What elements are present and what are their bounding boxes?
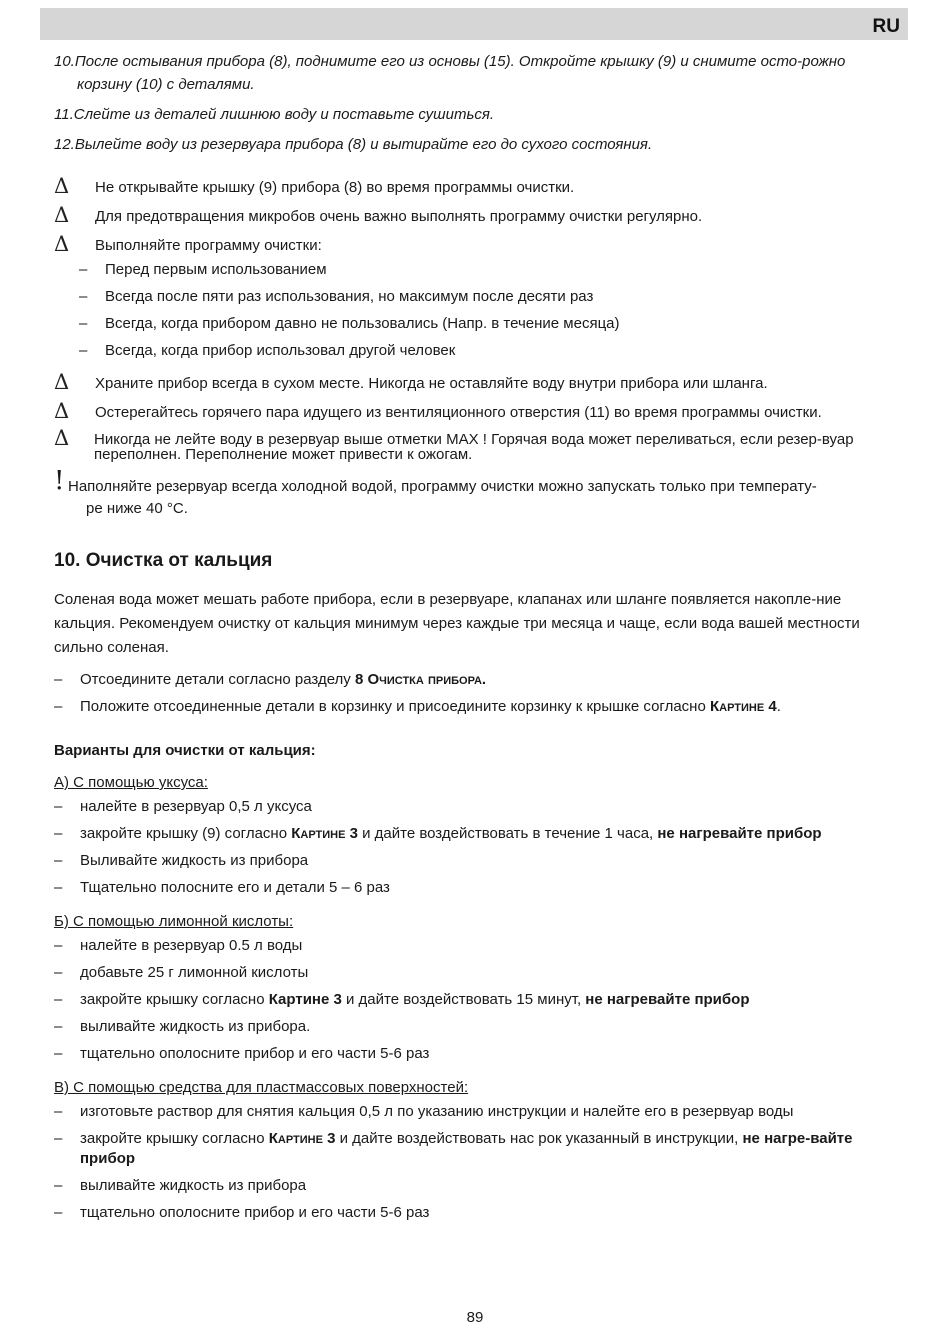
list-item: – тщательно ополосните прибор и его части 5-6 раз — [54, 1045, 430, 1062]
variants-heading: Варианты для очистки от кальция: — [54, 742, 316, 759]
list-item: – Всегда после пяти раз использования, но максимум после десяти раз — [79, 288, 594, 305]
warning-triangle-icon: Δ — [54, 426, 70, 450]
list-item: – налейте в резервуар 0,5 л уксуса — [54, 798, 312, 815]
section-title: 10. Очистка от кальция — [54, 550, 273, 571]
variant-c-title: В) С помощью средства для пластмассовых поверхностей: — [54, 1079, 469, 1096]
language-label: RU — [872, 16, 900, 37]
exclamation-icon: ! — [54, 466, 65, 496]
section-intro: Соленая вода может мешать работе прибора, если в резервуаре, клапанах или шланге появляется накопле-ние кальция. Рекомендуем очистку от кальция минимум через каждые три месяца и чаще, если вода вашей местности сильно соленая. — [54, 591, 860, 656]
warning-item: Δ Для предотвращения микробов очень важно выполнять программу очистки регулярно. — [54, 203, 703, 227]
list-item: – закройте крышку согласно Картине 3 и дайте воздействовать нас рок указанный в инструкции, не нагре-вайте прибор — [54, 1130, 853, 1167]
list-item: – Положите отсоединенные детали в корзинку и присоедините корзинку к крышке согласно Картине 4. — [54, 698, 781, 715]
list-item: – Перед первым использованием — [79, 261, 327, 278]
page-content — [54, 50, 904, 1230]
warning-triangle-icon: Δ — [54, 370, 70, 394]
variant-a-title: А) С помощью уксуса: — [54, 774, 208, 791]
warning-item: Δ Выполняйте программу очистки: — [54, 232, 322, 256]
warning-item: Δ Храните прибор всегда в сухом месте. Никогда не оставляйте воду внутри прибора или шланга. — [54, 370, 768, 394]
page-number: 89 — [466, 1309, 484, 1326]
warning-item: Δ Не открывайте крышку (9) прибора (8) во время программы очистки. — [54, 174, 575, 198]
warning-item: Δ Остерегайтесь горячего пара идущего из вентиляционного отверстия (11) во время программы очистки. — [54, 399, 822, 423]
list-item: – выливайте жидкость из прибора — [54, 1177, 307, 1194]
list-item: – закройте крышку (9) согласно Картине 3 и дайте воздействовать в течение 1 часа, не нагревайте прибор — [54, 825, 822, 842]
step-10: 10.После остывания прибора (8), поднимите его из основы (15). Откройте крышку (9) и снимите осто-рожно корзину (10) с деталями. — [54, 53, 846, 93]
step-11: 11.Слейте из деталей лишнюю воду и поставьте сушиться. — [54, 106, 495, 123]
list-item: – выливайте жидкость из прибора. — [54, 1018, 311, 1035]
warning-triangle-icon: Δ — [54, 399, 70, 423]
list-item: – добавьте 25 г лимонной кислоты — [54, 964, 309, 981]
step-12: 12.Вылейте воду из резервуара прибора (8) и вытирайте его до сухого состояния. — [54, 136, 653, 153]
list-item: – Выливайте жидкость из прибора — [54, 852, 309, 869]
cleaning-program-list — [79, 260, 904, 360]
list-item: – налейте в резервуар 0.5 л воды — [54, 937, 303, 954]
warning-triangle-icon: Δ — [54, 232, 70, 256]
list-item: – тщательно ополосните прибор и его части 5-6 раз — [54, 1204, 430, 1221]
cleaning-steps — [54, 50, 904, 156]
warning-triangle-icon: Δ — [54, 174, 70, 198]
variant-c-list — [54, 1102, 904, 1223]
list-item: – Отсоедините детали согласно разделу 8 Очистка прибора. — [54, 671, 487, 688]
warning-triangle-icon: Δ — [54, 203, 70, 227]
variant-b-title: Б) С помощью лимонной кислоты: — [54, 913, 294, 930]
warning-item: Δ Никогда не лейте воду в резервуар выше отметки MAX ! Горячая вода может переливаться, если резер-вуар переполнен. Переполнение может привести к ожогам. — [54, 426, 854, 463]
list-item: – Всегда, когда прибор использовал другой человек — [79, 342, 456, 359]
notice-item: ! Наполняйте резервуар всегда холодной водой, программу очистки можно запускать только при температу- ре ниже 40 °C. — [54, 466, 817, 517]
list-item: – изготовьте раствор для снятия кальция 0,5 л по указанию инструкции и налейте его в резервуар воды — [54, 1103, 794, 1120]
list-item: – Тщательно полосните его и детали 5 – 6 раз — [54, 879, 390, 896]
preparation-list — [54, 670, 904, 716]
variant-b-list — [54, 936, 904, 1064]
variant-a-list — [54, 797, 904, 898]
list-item: – закройте крышку согласно Картине 3 и дайте воздействовать 15 минут, не нагревайте прибор — [54, 991, 750, 1008]
header-bar — [40, 8, 908, 40]
list-item: – Всегда, когда прибором давно не пользовались (Напр. в течение месяца) — [79, 315, 620, 332]
